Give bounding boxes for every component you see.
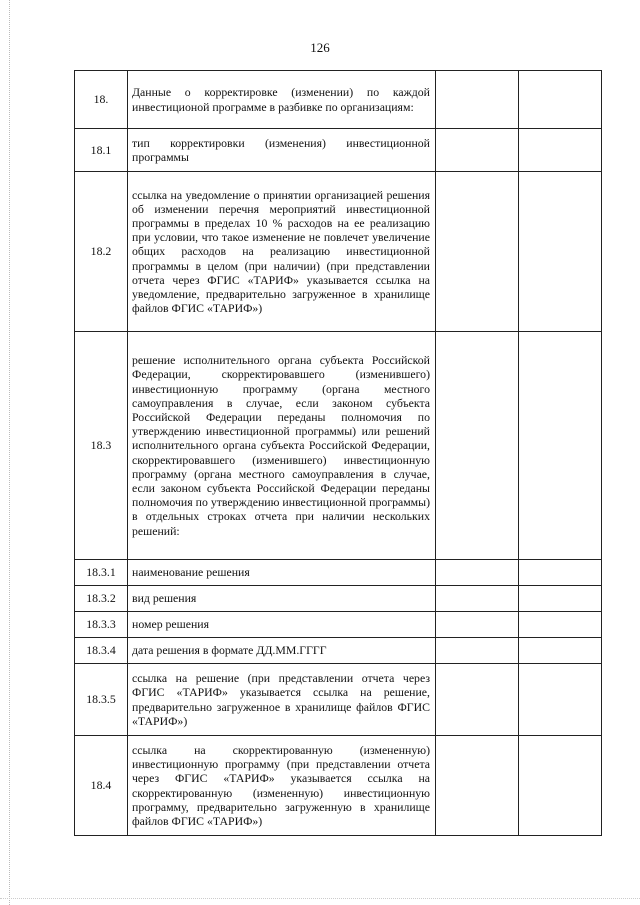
table-row: [75, 560, 602, 586]
row-number: 18.3: [75, 332, 128, 560]
row-description: решение исполнительного органа субъекта Российской Федерации, скорректировавшего (изменившего) инвестиционную программу (органа местного самоуправления в случае, если законом субъекта Российской Федерации переданы полномочия по утверждению инвестиционной программы) или решений исполнительного органа субъекта Российской Федерации, скорректировавшего (изменившего) инвестиционную программу (органа местного самоуправления в случае, если законом субъекта Российской Федерации переданы полномочия по утверждению инвестиционной программы) в отдельных строках отчета при наличии нескольких решений:: [128, 332, 436, 560]
value-cell: [519, 129, 602, 172]
value-cell: [519, 71, 602, 129]
scan-edge-bottom: [0, 898, 640, 899]
value-cell: [436, 736, 519, 836]
row-number: 18.3.2: [75, 586, 128, 612]
value-cell: [436, 664, 519, 736]
value-cell: [436, 612, 519, 638]
row-description: номер решения: [128, 612, 436, 638]
table-row: [75, 664, 602, 736]
value-cell: [436, 586, 519, 612]
row-number: 18.4: [75, 736, 128, 836]
value-cell: [519, 172, 602, 332]
value-cell: [519, 664, 602, 736]
table-row: [75, 638, 602, 664]
value-cell: [436, 71, 519, 129]
value-cell: [436, 332, 519, 560]
row-description: вид решения: [128, 586, 436, 612]
value-cell: [519, 586, 602, 612]
value-cell: [519, 560, 602, 586]
table-row: [75, 172, 602, 332]
scan-edge-left: [9, 0, 10, 905]
requirements-table: [74, 70, 602, 836]
page-number: 126: [310, 40, 330, 55]
value-cell: [519, 736, 602, 836]
row-description: тип корректировки (изменения) инвестиционной программы: [128, 129, 436, 172]
value-cell: [519, 332, 602, 560]
row-description: ссылка на уведомление о принятии организацией решения об изменении перечня мероприятий инвестиционной программы в пределах 10 % расходов на ее реализацию при условии, что такое изменение не повлечет увеличение общих расходов на реализацию инвестиционной программы в целом (при наличии) (при представлении отчета через ФГИС «ТАРИФ» указывается ссылка на уведомление, предварительно загруженное в хранилище файлов ФГИС «ТАРИФ»): [128, 172, 436, 332]
value-cell: [519, 638, 602, 664]
table-row: [75, 129, 602, 172]
row-number: 18.3.4: [75, 638, 128, 664]
row-description: ссылка на скорректированную (измененную) инвестиционную программу (при представлении отчета через ФГИС «ТАРИФ» указывается ссылка на скорректированную (измененную) инвестиционную программу, предварительно загруженную в хранилище файлов ФГИС «ТАРИФ»): [128, 736, 436, 836]
row-number: 18.3.3: [75, 612, 128, 638]
row-description: наименование решения: [128, 560, 436, 586]
row-description: ссылка на решение (при представлении отчета через ФГИС «ТАРИФ» указывается ссылка на решение, предварительно загруженное в хранилище файлов ФГИС «ТАРИФ»): [128, 664, 436, 736]
table-row: [75, 586, 602, 612]
table-row: [75, 612, 602, 638]
row-number: 18.1: [75, 129, 128, 172]
row-number: 18.2: [75, 172, 128, 332]
row-description: Данные о корректировке (изменении) по каждой инвестиционой программе в разбивке по организациям:: [128, 71, 436, 129]
table-row: [75, 71, 602, 129]
value-cell: [436, 129, 519, 172]
table-row: [75, 332, 602, 560]
row-number: 18.3.5: [75, 664, 128, 736]
value-cell: [519, 612, 602, 638]
row-number: 18.3.1: [75, 560, 128, 586]
value-cell: [436, 172, 519, 332]
row-number: 18.: [75, 71, 128, 129]
table-row: [75, 736, 602, 836]
value-cell: [436, 638, 519, 664]
value-cell: [436, 560, 519, 586]
row-description: дата решения в формате ДД.ММ.ГГГГ: [128, 638, 436, 664]
